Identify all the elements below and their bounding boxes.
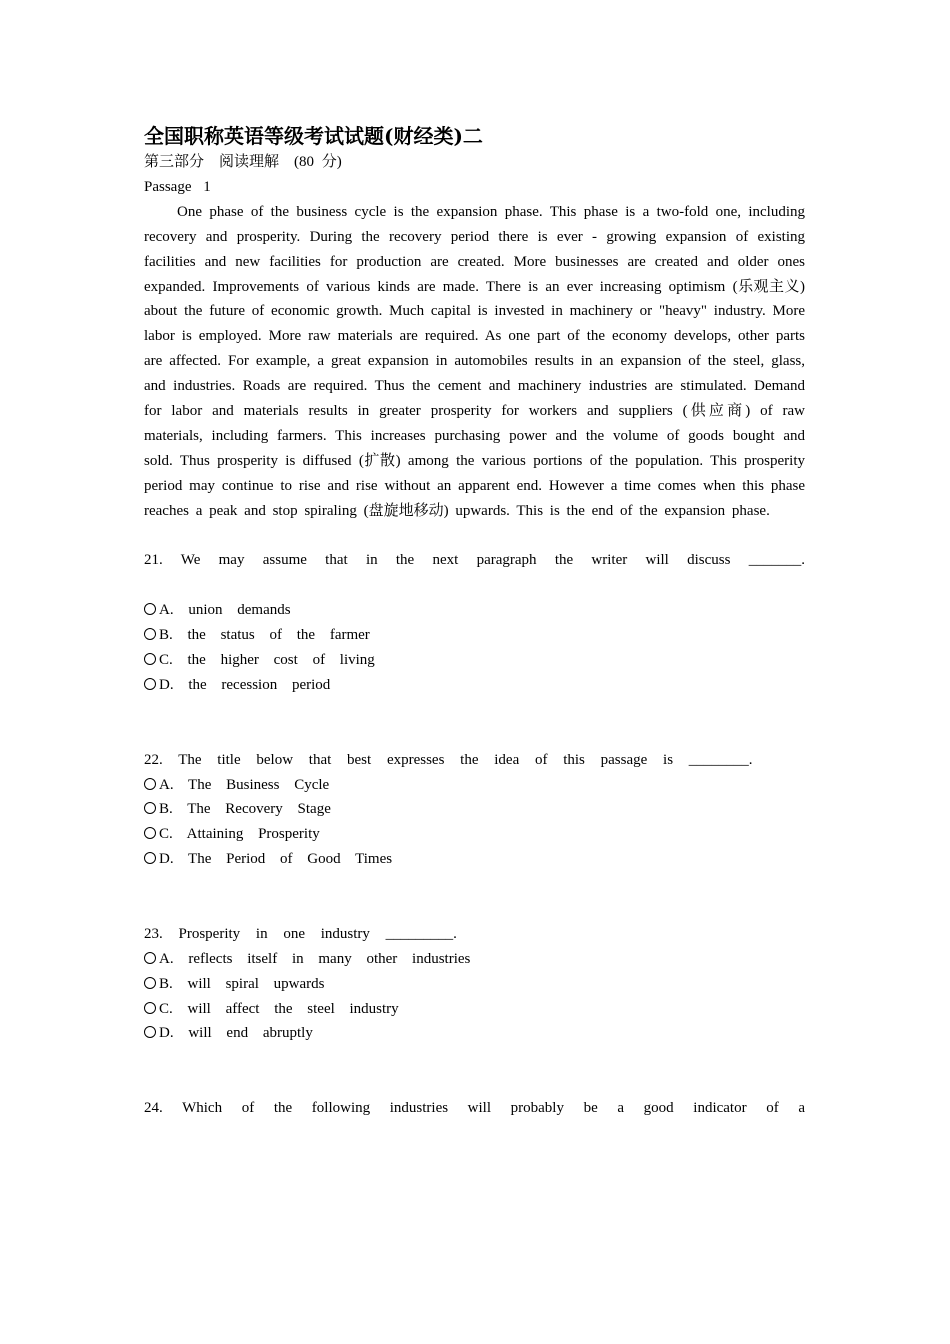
radio-icon[interactable] <box>144 827 156 839</box>
question-21-prompt: 21. We may assume that in the next paragraph the writer will discuss _______. <box>144 552 805 569</box>
question-22-prompt: 22. The title below that best expresses the idea of this passage is ________. <box>144 751 753 768</box>
option-label: C. will affect the steel industry <box>159 1000 399 1017</box>
option-label: D. the recession period <box>159 676 331 693</box>
radio-icon[interactable] <box>144 778 156 790</box>
option-label: B. The Recovery Stage <box>159 801 331 818</box>
option-label: A. The Business Cycle <box>159 776 330 793</box>
radio-icon[interactable] <box>144 603 156 615</box>
question-22-option-b[interactable] <box>144 797 805 822</box>
document-title: 全国职称英语等级考试试题(财经类)二 <box>144 124 483 148</box>
radio-icon[interactable] <box>144 977 156 989</box>
question-21-option-b[interactable] <box>144 623 805 648</box>
spacer <box>144 698 805 748</box>
document-page <box>144 122 805 1121</box>
question-22-option-d[interactable] <box>144 847 805 872</box>
option-label: C. the higher cost of living <box>159 652 375 669</box>
radio-icon[interactable] <box>144 1026 156 1038</box>
radio-icon[interactable] <box>144 852 156 864</box>
passage-text: One phase of the business cycle is the expansion phase. This phase is a two-fold one, including recovery and prosperity. During the recovery period there is ever - growing expansion of existing facilities and new facilities for production are created. More businesses are created and older ones expanded. Improvements of various kinds are made. There is an ever increasing optimism (乐观主义) about the future of economic growth. Much capital is invested in machinery or "heavy" industry. More labor is employed. More raw materials are required. As one part of the economy develops, other parts are affected. For example, a great expansion in automobiles results in an expansion of the steel, glass, and industries. Roads are required. Thus the cement and machinery industries are stimulated. Demand for labor and materials results in greater prosperity for workers and suppliers (供应商) of raw materials, including farmers. This increases purchasing power and the volume of goods bought and sold. Thus prosperity is diffused (扩散) among the various portions of the population. This prosperity period may continue to rise and rise without an apparent end. However a time comes when this phase reaches a peak and stop spiraling (盘旋地移动) upwards. This is the end of the expansion phase. <box>144 203 805 519</box>
spacer <box>144 1046 805 1096</box>
option-label: D. will end abruptly <box>159 1025 313 1042</box>
question-21-option-d[interactable] <box>144 673 805 698</box>
question-23-prompt: 23. Prosperity in one industry _________. <box>144 925 457 942</box>
option-label: D. The Period of Good Times <box>159 851 393 868</box>
passage-label: Passage 1 <box>144 178 211 195</box>
spacer <box>144 524 805 549</box>
option-label: A. union demands <box>159 602 291 619</box>
spacer <box>144 872 805 922</box>
question-23-option-a[interactable] <box>144 947 805 972</box>
option-label: A. reflects itself in many other industries <box>159 950 471 967</box>
radio-icon[interactable] <box>144 678 156 690</box>
option-label: C. Attaining Prosperity <box>159 826 320 843</box>
question-24-prompt: 24. Which of the following industries will probably be a good indicator of a <box>144 1100 805 1117</box>
radio-icon[interactable] <box>144 653 156 665</box>
question-21-option-c[interactable] <box>144 648 805 673</box>
question-21-option-a[interactable] <box>144 598 805 623</box>
question-23-option-d[interactable] <box>144 1021 805 1046</box>
section-header: 第三部分 阅读理解 (80 分) <box>144 154 342 170</box>
question-22-option-c[interactable] <box>144 822 805 847</box>
radio-icon[interactable] <box>144 628 156 640</box>
question-23-option-b[interactable] <box>144 972 805 997</box>
option-label: B. will spiral upwards <box>159 975 325 992</box>
radio-icon[interactable] <box>144 952 156 964</box>
question-23-option-c[interactable] <box>144 997 805 1022</box>
spacer <box>144 573 805 598</box>
option-label: B. the status of the farmer <box>159 627 370 644</box>
question-22-option-a[interactable] <box>144 773 805 798</box>
radio-icon[interactable] <box>144 802 156 814</box>
radio-icon[interactable] <box>144 1002 156 1014</box>
